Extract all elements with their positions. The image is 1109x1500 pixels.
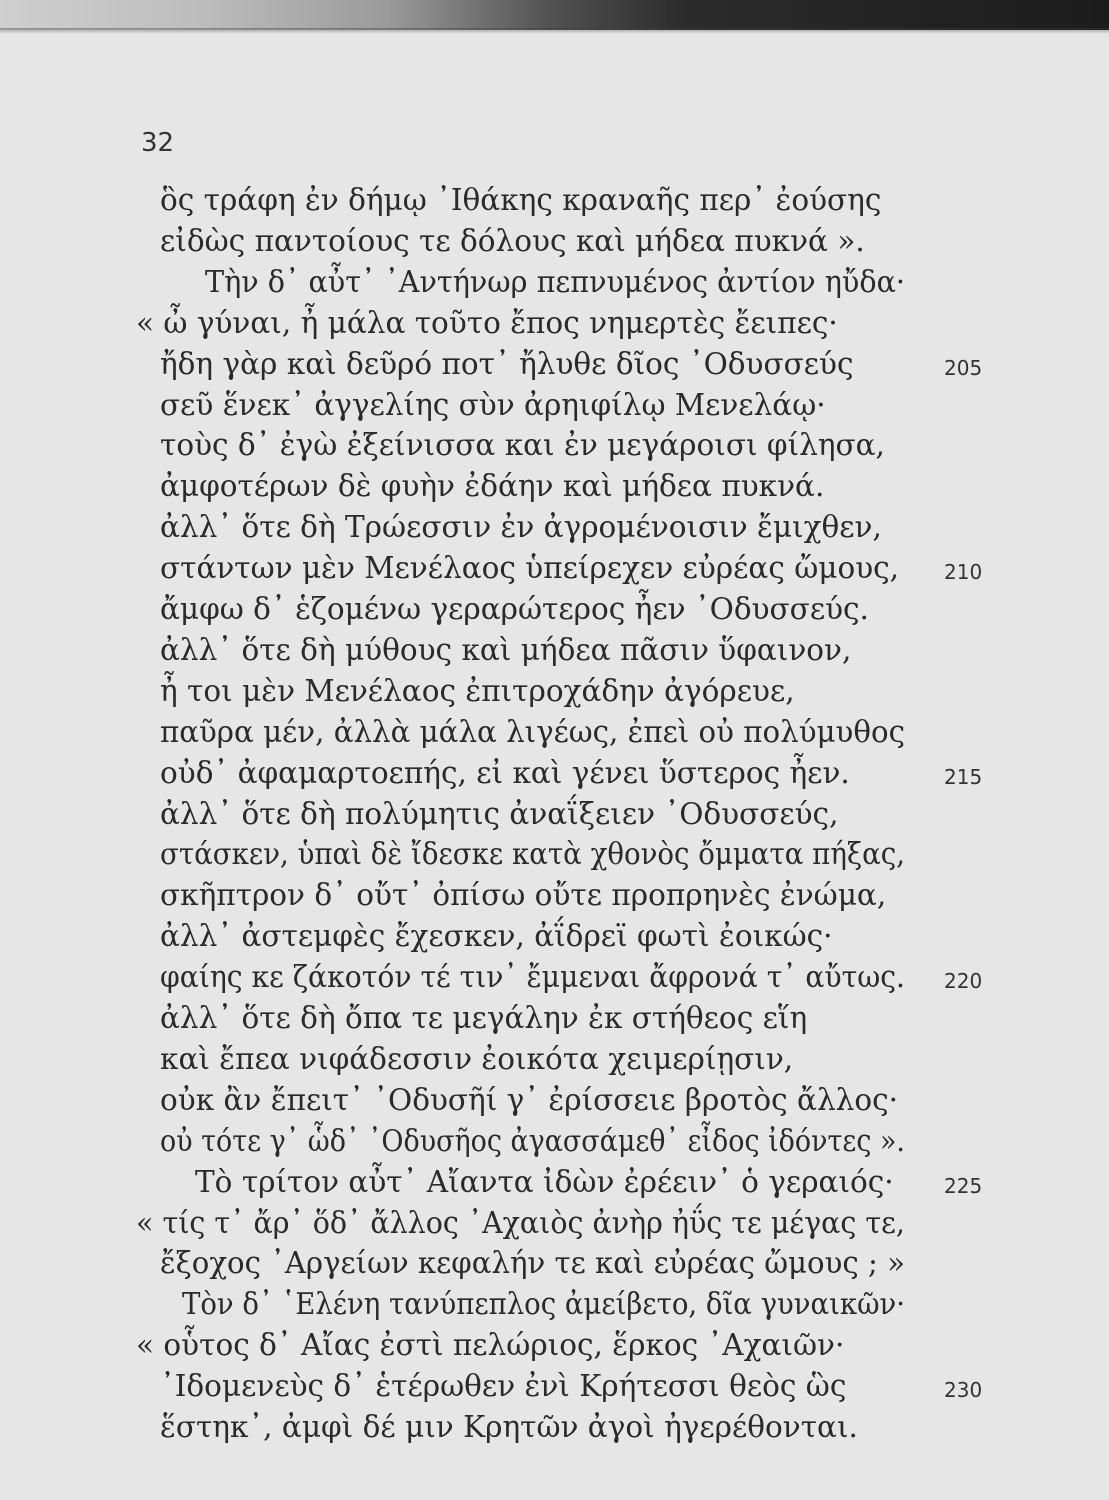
verse-line — [0, 466, 1109, 506]
verse-line — [0, 1407, 1109, 1447]
verse-text: « οὗτος δ᾿ Αἴας ἐστὶ πελώριος, ἕρκος ᾿Αχαιῶν· — [136, 1328, 845, 1363]
verse-text: ᾿Ιδομενεὺς δ᾿ ἑτέρωθεν ἐνὶ Κρήτεσσι θεὸς ὣς — [160, 1369, 847, 1404]
verse-line — [0, 303, 1109, 343]
verse-text: τοὺς δ᾿ ἐγὼ ἐξείνισσα και ἐν μεγάροισι φίλησα, — [160, 428, 885, 463]
verse-text: φαίης κε ζάκοτόν τέ τιν᾿ ἔμμεναι ἄφρονά τ᾿ αὔτως. — [160, 960, 906, 995]
verse-line — [0, 1366, 1109, 1406]
verse-text: « τίς τ᾿ ἄρ᾿ ὅδ᾿ ἄλλος ᾿Αχαιὸς ἀνὴρ ἠΰς τε μέγας τε, — [136, 1205, 905, 1240]
line-number: 220 — [944, 969, 983, 994]
verse-text: στάντων μὲν Μενέλαος ὑπείρεχεν εὐρέας ὤμους, — [160, 551, 900, 586]
line-number: 215 — [944, 764, 983, 789]
verse-line — [0, 1121, 1109, 1161]
verse-line — [0, 589, 1109, 629]
scan-top-edge — [0, 0, 1109, 30]
verse-text: ἀλλ᾿ ὅτε δὴ Τρώεσσιν ἐν ἀγρομένοισιν ἔμιχθεν, — [160, 510, 882, 545]
verse-line — [0, 998, 1109, 1038]
verse-line — [0, 1243, 1109, 1283]
verse-text: ἀλλ᾿ ἀστεμφὲς ἔχεσκεν, ἀΐδρεϊ φωτὶ ἐοικώς· — [160, 919, 833, 954]
verse-line — [0, 1039, 1109, 1079]
verse-text: ἀλλ᾿ ὅτε δὴ πολύμητις ἀναΐξειεν ᾿Οδυσσεύς, — [160, 796, 839, 831]
verse-text: Τὴν δ᾿ αὖτ᾿ ᾿Αντήνωρ πεπνυμένος ἀντίον ηὔδα· — [205, 264, 906, 299]
verse-line — [0, 425, 1109, 465]
verse-line — [0, 753, 1109, 793]
verse-text: ἀλλ᾿ ὅτε δὴ ὄπα τε μεγάλην ἐκ στήθεος εἵη — [160, 1001, 808, 1035]
verse-line — [0, 712, 1109, 752]
verse-line — [0, 834, 1109, 874]
page-number: 32 — [141, 128, 175, 158]
verse-line — [0, 548, 1109, 588]
verse-text: οὐκ ἂν ἔπειτ᾿ ᾿Οδυσῆί γ᾿ ἐρίσσειε βροτὸς ἄλλος· — [160, 1082, 899, 1117]
line-number: 210 — [944, 560, 983, 585]
verse-line — [0, 1284, 1109, 1324]
line-number: 225 — [944, 1173, 983, 1198]
verse-line — [0, 180, 1109, 220]
verse-text: οὐδ᾿ ἀφαμαρτοεπής, εἰ καὶ γένει ὕστερος ἦεν. — [160, 755, 850, 790]
verse-line — [0, 875, 1109, 915]
verse-text: καὶ ἔπεα νιφάδεσσιν ἐοικότα χειμερίῃσιν, — [160, 1041, 794, 1076]
verse-line — [0, 916, 1109, 956]
verse-line — [0, 957, 1109, 997]
verse-line — [0, 794, 1109, 834]
verse-line — [0, 385, 1109, 425]
verse-text: παῦρα μέν, ἀλλὰ μάλα λιγέως, ἐπεὶ οὐ πολύμυθος — [160, 714, 905, 749]
verse-line — [0, 630, 1109, 670]
line-number: 230 — [944, 1378, 983, 1403]
verse-line — [0, 262, 1109, 302]
verse-text: ἄμφω δ᾿ ἑζομένω γεραρώτερος ἦεν ᾿Οδυσσεύς. — [160, 592, 869, 626]
verse-text: Τὸν δ᾿ ῾Ελένη τανύπεπλος ἀμείβετο, δῖα γυναικῶν· — [182, 1287, 906, 1322]
verse-line — [0, 671, 1109, 711]
verse-text: ἕστηκ᾿, ἀμφὶ δέ μιν Κρητῶν ἀγοὶ ἠγερέθονται. — [160, 1410, 858, 1444]
verse-text: οὐ τότε γ᾿ ὧδ᾿ ᾿Οδυσῆος ἀγασσάμεθ᾿ εἶδος ἰδόντες ». — [160, 1123, 906, 1158]
verse-text: σεῦ ἕνεκ᾿ ἀγγελίης σὺν ἀρηιφίλῳ Μενελάῳ· — [160, 387, 826, 422]
verse-line — [0, 507, 1109, 547]
verse-text: ἤδη γὰρ καὶ δεῦρό ποτ᾿ ἤλυθε δῖος ᾿Οδυσσεύς — [160, 346, 854, 381]
verse-text: ἀμφοτέρων δὲ φυὴν ἐδάην καὶ μήδεα πυκνά. — [160, 469, 825, 504]
verse-line — [0, 1162, 1109, 1202]
verse-line — [0, 344, 1109, 384]
verse-text: σκῆπτρον δ᾿ οὔτ᾿ ὀπίσω οὔτε προπρηνὲς ἐνώμα, — [160, 878, 887, 913]
verse-line — [0, 1080, 1109, 1120]
verse-text: εἰδὼς παντοίους τε δόλους καὶ μήδεα πυκνά ». — [160, 223, 865, 258]
verse-line — [0, 221, 1109, 261]
line-number: 205 — [944, 355, 983, 380]
verse-text: στάσκεν, ὑπαὶ δὲ ἴδεσκε κατὰ χθονὸς ὄμματα πήξας, — [160, 837, 905, 872]
verse-text: Τὸ τρίτον αὖτ᾿ Αἴαντα ἰδὼν ἐρέειν᾿ ὁ γεραιός· — [195, 1164, 894, 1199]
verse-text: ἀλλ᾿ ὅτε δὴ μύθους καὶ μήδεα πᾶσιν ὕφαινον, — [160, 632, 852, 667]
verse-line — [0, 1325, 1109, 1365]
verse-text: ὃς τράφη ἐν δήμῳ ᾿Ιθάκης κραναῆς περ᾿ ἐούσης — [160, 183, 882, 217]
verse-text: ἦ τοι μὲν Μενέλαος ἐπιτροχάδην ἀγόρευε, — [160, 673, 795, 708]
verse-text: « ὦ γύναι, ἦ μάλα τοῦτο ἔπος νημερτὲς ἔειπες· — [136, 305, 838, 340]
verse-line — [0, 1203, 1109, 1243]
verse-text: ἔξοχος ᾿Αργείων κεφαλήν τε καὶ εὐρέας ὤμους ; » — [160, 1246, 905, 1281]
